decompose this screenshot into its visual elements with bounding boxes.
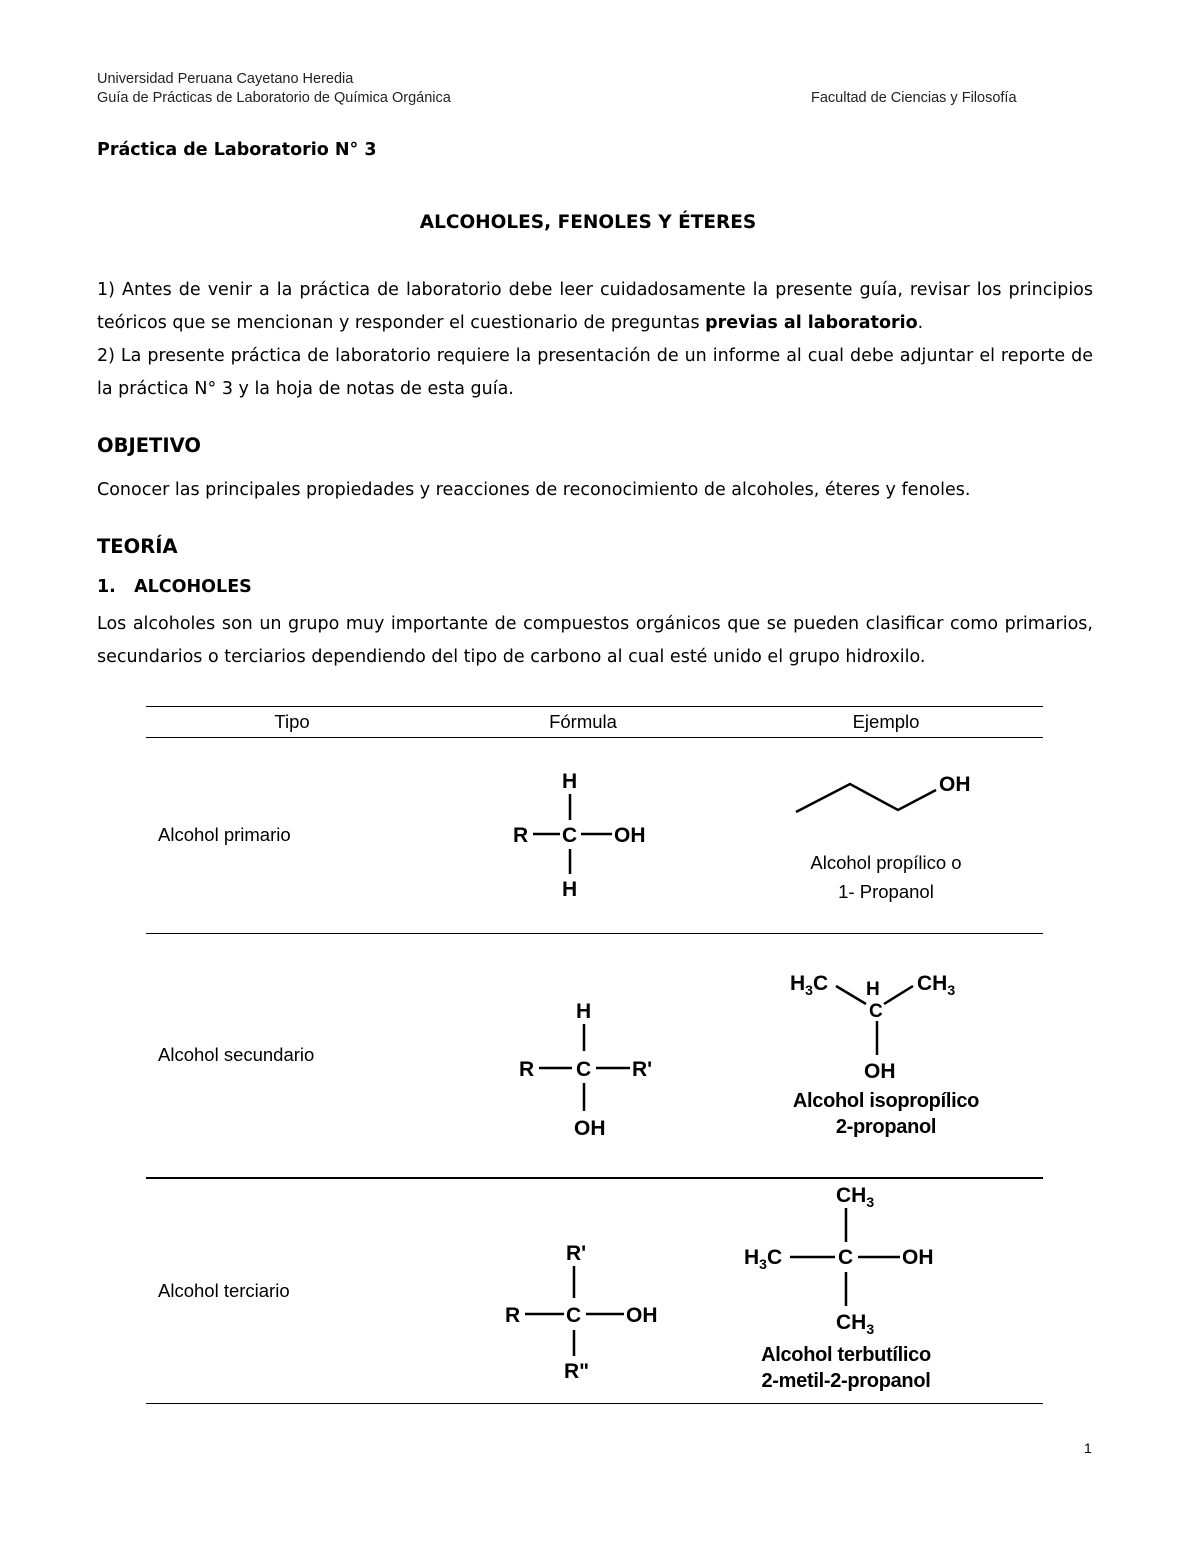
instruction-1 bbox=[97, 274, 1093, 340]
ex-sec-ch: CH bbox=[917, 972, 948, 995]
instruction-2: 2) La presente práctica de laboratorio requiere la presentación de un informe al cual debe adjuntar el reporte de la práctica N° 3 y la hoja de notas de esta guía. bbox=[97, 346, 1093, 399]
intro-instructions bbox=[97, 274, 1093, 406]
objective-heading: OBJETIVO bbox=[97, 434, 201, 457]
instruction-1-end: . bbox=[917, 313, 924, 333]
formula-tertiary-left: R bbox=[505, 1304, 521, 1327]
header-example: Ejemplo bbox=[852, 711, 920, 732]
ex-sec-cmid: C bbox=[869, 1001, 883, 1022]
ex-ter-left bbox=[744, 1246, 782, 1272]
ex-ter-right: OH bbox=[902, 1246, 934, 1269]
ex-ter-top-ch: CH bbox=[836, 1184, 867, 1207]
ex-sec-h: H bbox=[790, 972, 806, 995]
row-type-tertiary: Alcohol terciario bbox=[158, 1280, 290, 1301]
row-1-rule bbox=[146, 933, 1043, 934]
example-secondary-name-1: Alcohol isopropílico bbox=[792, 1090, 980, 1112]
example-primary-name-2: 1- Propanol bbox=[838, 881, 934, 902]
formula-tertiary-top: R' bbox=[566, 1242, 587, 1265]
example-tertiary-name-2: 2-metil-2-propanol bbox=[761, 1370, 931, 1392]
practice-title: Práctica de Laboratorio N° 3 bbox=[97, 140, 377, 160]
ex-ter-left-h: H bbox=[744, 1246, 760, 1269]
formula-secondary-center: C bbox=[576, 1058, 592, 1081]
header-type: Tipo bbox=[274, 711, 310, 732]
formula-secondary-bottom: OH bbox=[574, 1117, 606, 1140]
formula-secondary-top: H bbox=[576, 1000, 592, 1023]
ex-sec-sub3a: 3 bbox=[805, 982, 813, 998]
example-secondary-name-2: 2-propanol bbox=[835, 1116, 937, 1138]
alcohol-classification-table bbox=[146, 706, 1043, 1406]
ex-sec-h3c bbox=[790, 972, 828, 998]
ex-sec-ch3 bbox=[917, 972, 955, 998]
example-primary-name-1: Alcohol propílico o bbox=[810, 852, 962, 873]
example-tertiary-structure bbox=[740, 1178, 960, 1334]
table-top-rule bbox=[146, 706, 1043, 707]
row-type-secondary: Alcohol secundario bbox=[158, 1044, 315, 1065]
formula-primary-top: H bbox=[562, 770, 578, 793]
instruction-1-bold: previas al laboratorio bbox=[705, 313, 918, 333]
page-number: 1 bbox=[1084, 1440, 1092, 1456]
page-title: ALCOHOLES, FENOLES Y ÉTERES bbox=[419, 212, 757, 233]
alcohols-description: Los alcoholes son un grupo muy importante de compuestos orgánicos que se pueden clasificar como primarios, secundarios o terciarios dependiendo del tipo de carbono al cual esté unido el grupo hidroxilo. bbox=[97, 614, 1093, 667]
ex-ter-top-sub: 3 bbox=[866, 1194, 875, 1210]
formula-tertiary-center: C bbox=[566, 1304, 582, 1327]
table-bottom-rule bbox=[146, 1403, 1043, 1404]
table-header-rule bbox=[146, 737, 1043, 738]
formula-tertiary-bottom: R" bbox=[564, 1360, 590, 1383]
formula-secondary bbox=[512, 996, 682, 1146]
header-formula: Fórmula bbox=[549, 711, 617, 732]
formula-tertiary bbox=[502, 1236, 682, 1386]
ex-ter-left-c: C bbox=[766, 1246, 783, 1269]
formula-primary-left: R bbox=[513, 824, 529, 847]
ex-sec-hmid: H bbox=[866, 979, 880, 1000]
alcohols-subheading: 1. ALCOHOLES bbox=[97, 577, 252, 597]
example-primary-structure bbox=[786, 764, 986, 824]
ex-ter-top bbox=[836, 1184, 874, 1210]
formula-primary-bottom: H bbox=[562, 878, 578, 901]
ex-sec-oh: OH bbox=[864, 1060, 896, 1083]
ex-ter-left-sub: 3 bbox=[759, 1256, 767, 1272]
header-university: Universidad Peruana Cayetano Heredia bbox=[97, 71, 354, 87]
example-primary-oh: OH bbox=[939, 773, 971, 796]
formula-primary bbox=[506, 766, 666, 906]
formula-secondary-right: R' bbox=[632, 1058, 653, 1081]
formula-tertiary-right: OH bbox=[626, 1304, 658, 1327]
formula-primary-center: C bbox=[562, 824, 578, 847]
example-tertiary-name-1: Alcohol terbutílico bbox=[761, 1344, 931, 1366]
header-faculty: Facultad de Ciencias y Filosofía bbox=[811, 90, 1017, 106]
example-secondary-structure bbox=[786, 964, 986, 1086]
ex-sec-c: C bbox=[812, 972, 829, 995]
objective-text: Conocer las principales propiedades y reacciones de reconocimiento de alcoholes, éteres y fenoles. bbox=[97, 480, 971, 500]
formula-primary-right: OH bbox=[614, 824, 646, 847]
formula-secondary-left: R bbox=[519, 1058, 535, 1081]
ex-sec-sub3b: 3 bbox=[947, 982, 956, 998]
ex-ter-c: C bbox=[838, 1246, 854, 1269]
ex-ter-bottom-sub: 3 bbox=[866, 1321, 875, 1334]
theory-heading: TEORÍA bbox=[97, 535, 178, 558]
ex-ter-bottom-ch: CH bbox=[836, 1311, 867, 1334]
row-type-primary: Alcohol primario bbox=[158, 824, 291, 845]
instruction-1-text: 1) Antes de venir a la práctica de laboratorio debe leer cuidadosamente la presente guía, revisar los principios teóricos que se mencionan y responder el cuestionario de preguntas bbox=[97, 280, 1093, 333]
ex-ter-bottom bbox=[836, 1311, 874, 1334]
header-guide-title: Guía de Prácticas de Laboratorio de Química Orgánica bbox=[97, 90, 451, 106]
